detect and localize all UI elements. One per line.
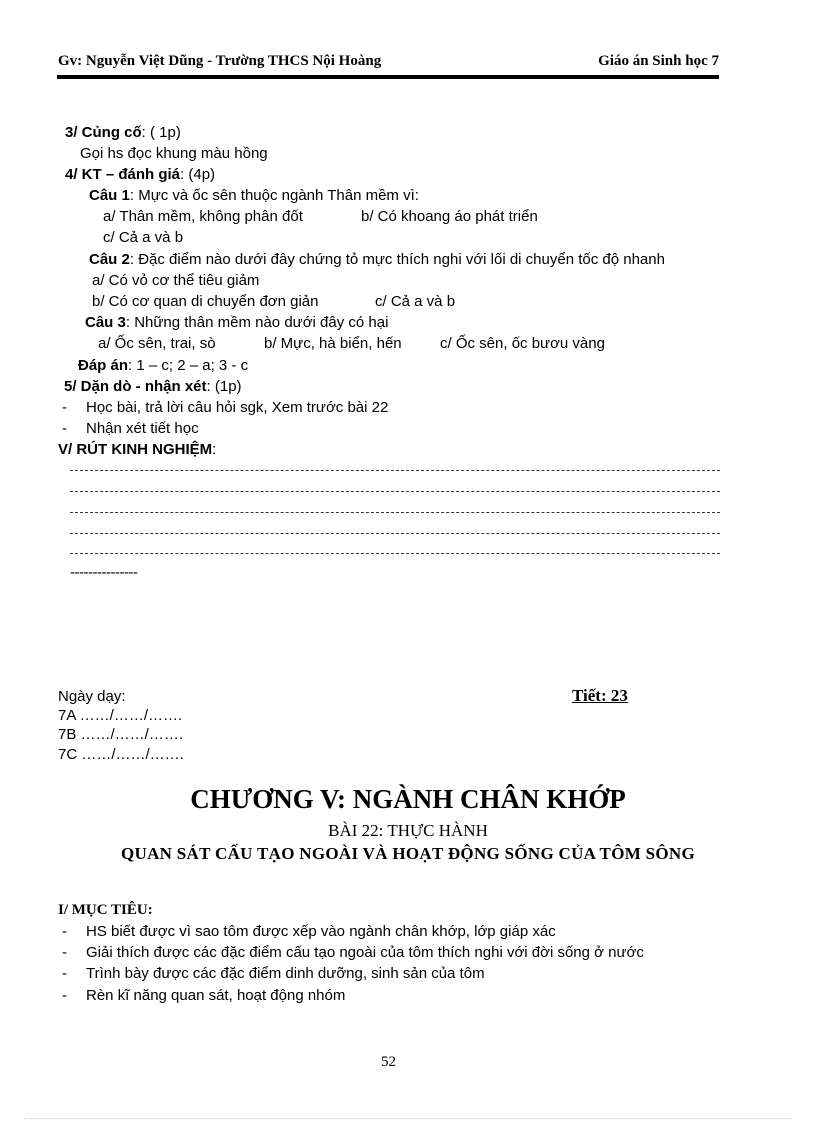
list-item: - Rèn kĩ năng quan sát, hoạt động nhóm bbox=[62, 987, 346, 1004]
q1-option-a: a/ Thân mềm, không phân đốt bbox=[103, 208, 303, 225]
section-3-text: Gọi hs đọc khung màu hồng bbox=[80, 145, 268, 162]
notes-line bbox=[70, 491, 720, 492]
page-number: 52 bbox=[381, 1054, 396, 1070]
section-v-heading: V/ RÚT KINH NGHIỆM: bbox=[58, 441, 217, 458]
q2-option-c: c/ Cả a và b bbox=[375, 293, 456, 310]
header-subject: Giáo án Sinh học 7 bbox=[598, 53, 719, 69]
chapter-title: CHƯƠNG V: NGÀNH CHÂN KHỚP bbox=[190, 784, 626, 814]
list-item: - HS biết được vì sao tôm được xếp vào ngành chân khớp, lớp giáp xác bbox=[62, 923, 556, 940]
section-4-heading: 4/ KT – đánh giá: (4p) bbox=[65, 166, 216, 183]
list-item: - Học bài, trả lời câu hỏi sgk, Xem trước bài 22 bbox=[62, 399, 389, 416]
class-date-7a: 7A ……/……/……. bbox=[58, 707, 183, 724]
header-rule-thick bbox=[57, 75, 719, 79]
objectives-heading: I/ MỤC TIÊU: bbox=[58, 902, 153, 918]
lesson-subtitle: QUAN SÁT CẤU TẠO NGOÀI VÀ HOẠT ĐỘNG SỐNG CỦA TÔM SÔNG bbox=[121, 844, 695, 863]
q1-option-c: c/ Cả a và b bbox=[103, 229, 184, 246]
date-label: Ngày dạy: bbox=[58, 688, 126, 705]
notes-line bbox=[70, 470, 720, 471]
class-date-7b: 7B ……/……/……. bbox=[58, 726, 184, 743]
notes-line bbox=[70, 512, 720, 513]
q3-option-c: c/ Ốc sên, ốc bươu vàng bbox=[440, 335, 605, 352]
list-item: - Giải thích được các đặc điểm cấu tạo ngoài của tôm thích nghi với đời sống ở nước bbox=[62, 944, 644, 961]
notes-line bbox=[70, 533, 720, 534]
q2-option-a: a/ Có vỏ cơ thể tiêu giảm bbox=[92, 272, 260, 289]
answer-key: Đáp án: 1 – c; 2 – a; 3 - c bbox=[78, 357, 249, 374]
header-author: Gv: Nguyễn Việt Dũng - Trường THCS Nội Hoàng bbox=[58, 53, 382, 69]
section-3-heading: 3/ Củng cố: ( 1p) bbox=[65, 124, 181, 141]
q1-option-b: b/ Có khoang áo phát triển bbox=[361, 208, 538, 225]
lesson-title: BÀI 22: THỰC HÀNH bbox=[328, 821, 488, 840]
class-date-7c: 7C ……/……/……. bbox=[58, 746, 184, 763]
list-item: - Trình bày được các đặc điểm dinh dưỡng, sinh sản của tôm bbox=[62, 965, 485, 982]
notes-line-end: --------------- bbox=[70, 564, 138, 581]
list-item: - Nhận xét tiết học bbox=[62, 420, 199, 437]
page-bottom-border bbox=[24, 1118, 792, 1119]
q2-option-b: b/ Có cơ quan di chuyển đơn giản bbox=[92, 293, 319, 310]
q3-option-b: b/ Mực, hà biển, hến bbox=[264, 335, 402, 352]
question-3: Câu 3: Những thân mềm nào dưới đây có hại bbox=[85, 314, 389, 331]
q3-option-a: a/ Ốc sên, trai, sò bbox=[98, 335, 216, 352]
question-1: Câu 1: Mực và ốc sên thuộc ngành Thân mềm vì: bbox=[89, 187, 419, 204]
period-label: Tiết: 23 bbox=[572, 686, 628, 705]
section-5-heading: 5/ Dặn dò - nhận xét: (1p) bbox=[64, 378, 242, 395]
notes-line bbox=[70, 553, 720, 554]
question-2: Câu 2: Đặc điểm nào dưới đây chứng tỏ mực thích nghi với lối di chuyển tốc độ nhanh bbox=[89, 251, 665, 268]
